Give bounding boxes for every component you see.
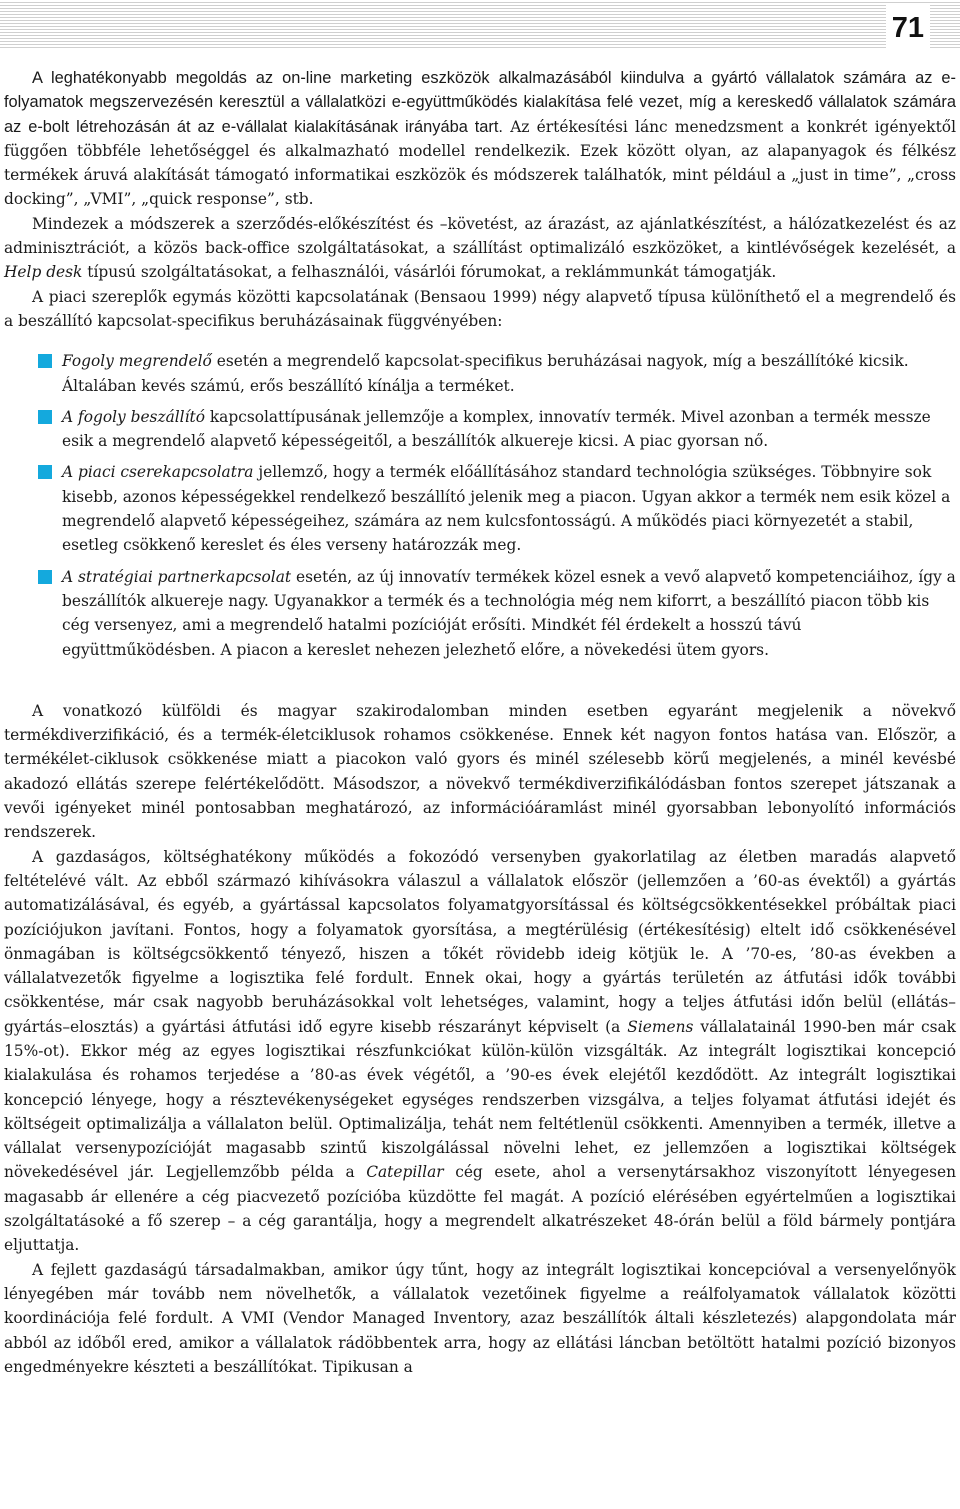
square-bullet-icon xyxy=(38,410,52,424)
paragraph-4: A vonatkozó külföldi és magyar szakirodalomban minden esetben egyaránt megjelenik a növekvő termékdiverzifikáció, és a termék-életciklusok rohamos csökkenése. Ennek két nagyon fontos hatása van. Először, a termékélet-ciklusok csökkenése miatt a piacokon való gyors és minél szélesebb körű megjelenés, a minél kevésbé akadozó ellátás szerepe felértékelődött. Másodszor, a növekvő termékdiverzifikálódásban fontos szerepet játszanak a vevői igényeket minél pontosabban meghatározó, az információáramlást minél gyorsabban lebonyolító információs rendszerek. xyxy=(4,701,956,842)
list-item xyxy=(4,565,956,662)
list-item-term: A piaci cserekapcsolatra xyxy=(62,463,254,482)
paragraph-1-sans-text: A leghatékonyabb megoldás az on-line marketing eszközök alkalmazásából kiindulva a gyártó vállalatok számára az e-folyamatok megszervezésén keresztül a vállalatközi e-együttműködés kialakítása felé vezet, míg a kereskedő vállalatok számára az e-bolt létrehozásán át az e-vállalat kialakításának irányába tart. xyxy=(4,69,956,136)
paragraph-3: A piaci szereplők egymás közötti kapcsolatának (Bensaou 1999) négy alapvető típusa különíthető el a megrendelő és a beszállító kapcsolat-specifikus beruházásainak függvényében: xyxy=(4,287,956,330)
list-item-text: kapcsolattípusának jellemzője a komplex, innovatív termék. Mivel azonban a termék messze esik a megrendelő alapvető képességeitől, a beszállítók alkuereje kicsi. A piac gyorsan nő. xyxy=(62,407,931,451)
paragraph-6: A fejlett gazdaságú társadalmakban, amikor úgy tűnt, hogy az integrált logisztikai koncepcióval a versenyelőnyök lényegében már tovább nem növelhetők, a vállalatok vezetőinek figyelme a reálfolyamatok vállalatok közötti koordinációja felé fordult. A VMI (Vendor Managed Inventory, azaz beszállítók általi készletezés) alapgondolata már abból az időből ered, amikor a vállalatok rádöbbentek arra, hogy az ellátási láncban betöltött hatalmi pozíció bizonyos engedményekre készteti a beszállítókat. Tipikusan a xyxy=(4,1260,956,1376)
paragraph-1 xyxy=(4,66,956,212)
list-item-text: esetén a megrendelő kapcsolat-specifikus beruházásai nagyok, míg a beszállítóké kicsik. Általában kevés számú, erős beszállító kínálja a terméket. xyxy=(62,352,909,395)
relationship-types-list xyxy=(4,349,956,662)
list-item xyxy=(4,460,956,557)
section-gap xyxy=(4,669,956,699)
help-desk-term: Help desk xyxy=(4,263,83,282)
list-item-text: esetén, az új innovatív termékek közel esnek a vevő alapvető kompetenciáihoz, így a beszállítók alkuereje nagy. Ugyanakkor a termék és a technológia még nem kiforrt, a beszállító piacon több kis cég versenyez, ami a megrendelő hatalmi pozícióját erősíti. Mindkét fél érdekelt a hosszú távú együttműködésben. A piacon a kereslet nehezen jelezhető előre, a növekedési ütem gyors. xyxy=(62,567,956,659)
list-item-text: jellemző, hogy a termék előállításához standard technológia szükséges. Többnyire sok kisebb, azonos képességekkel rendelkező beszállító jelenik meg a piacon. Ugyan akkor a termék nem esik közel a megrendelő alapvető képességeihez, számára az nem kulcsfontosságú. A működés piaci környezetét a stabil, esetleg csökkenő kereslet és éles verseny határozzák meg. xyxy=(62,463,951,555)
list-item xyxy=(4,405,956,454)
list-item-term: Fogoly megrendelő xyxy=(62,352,212,371)
siemens-term: Siemens xyxy=(627,1017,694,1036)
paragraph-2-text-b: típusú szolgáltatásokat, a felhasználói, vásárlói fórumokat, a reklámmunkát támogatják. xyxy=(82,263,777,282)
square-bullet-icon xyxy=(38,570,52,584)
header-band xyxy=(0,0,960,48)
list-item xyxy=(4,349,956,398)
paragraph-5-text-b: vállalatainál 1990-ben már csak 15%-ot). Ekkor még az egyes logisztikai részfunkciókat külön-külön vizsgálták. Az integrált logisztikai koncepció kialakulása és rohamos terjedése a ’80-as évek végétől, a ’90-es évek elejétől kezdődött. Az integrált logisztikai koncepció lényege, hogy a résztevékenységeket egységes rendszerben vizsgálva, a teljes folyamat átfutási idejét és költségeit optimalizálja a vállalaton belül. Optimalizálja, tehát nem feltétlenül csökkenti. Amennyiben a termék, illetve a vállalat versenypozícióját magasabb szintű kiszolgálással növelni lehet, ez jellemzően a logisztikai költségek növekedésével jár. Legjellemzőbb példa a xyxy=(4,1017,956,1182)
paragraph-5-text-c: cég esete, ahol a versenytársakhoz viszonyított lényegesen magasabb ár ellenére a cég piacvezető pozícióba küzdötte fel magát. A pozíció elérésében egyértelműen a logisztikai szolgáltatásoké a fő szerep – a cég garantálja, hogy a megrendelt alkatrészeket 48-órán belül a föld bármely pontjára eljuttatja. xyxy=(4,1163,956,1255)
list-item-term: A fogoly beszállító xyxy=(62,407,205,426)
body-text xyxy=(4,66,956,1379)
paragraph-2-text-a: Mindezek a módszerek a szerződés-előkészítést és –követést, az árazást, az ajánlatkészítést, a hálózatkezelést és az adminisztrációt, a közös back-office szolgáltatásokat, a szállítást optimalizáló eszközöket, a kintlévőségek kezelését, a xyxy=(4,214,956,258)
paragraph-1-serif-text: Az értékesítési lánc menedzsment a konkrét igényektől függően többféle lehetőséggel és alkalmazható modellel rendelkezik. Ezek között olyan, az alapanyagok és félkész termékek áruvá alakítását támogató informatikai eszközök és módszerek találhatók, mint például a „just in time”, „cross docking”, „VMI”, „quick response”, stb. xyxy=(4,117,956,209)
page-number: 71 xyxy=(886,4,930,48)
paragraph-5-text-a: A gazdaságos, költséghatékony működés a fokozódó versenyben gyakorlatilag az életben maradás alapvető feltételévé vált. Az ebből származó kihívásokra válaszul a vállalatok először (jellemzően a ’60-as évektől) a gyártás automatizálásával, és egyéb, a gyártással kapcsolatos folyamatgyorsítással és költségcsökkentésekkel próbáltak piaci pozíciójukon javítani. Fontos, hogy a folyamatok gyorsítása, a megtérülésig (értékesítésig) eltelt idő csökkenésével önmagában is költségcsökkentő tényező, hiszen a tőkét rövidebb ideig kötjük le. A ’70-es, ’80-as években a vállalatvezetők figyelme a logisztika felé fordult. Ennek okai, hogy a gyártás területén az átfutási idők további csökkentése, már csak nagyobb beruházásokkal volt lehetséges, valamint, hogy a teljes átfutási időn belül (ellátás–gyártás–elosztás) a gyártási átfutási idő egyre kisebb részarányt képviselt (a xyxy=(4,847,956,1036)
catepillar-term: Catepillar xyxy=(366,1163,444,1182)
square-bullet-icon xyxy=(38,465,52,479)
list-item-term: A stratégiai partnerkapcsolat xyxy=(62,567,292,586)
paragraph-5 xyxy=(4,845,956,1258)
paragraph-2 xyxy=(4,212,956,285)
square-bullet-icon xyxy=(38,354,52,368)
